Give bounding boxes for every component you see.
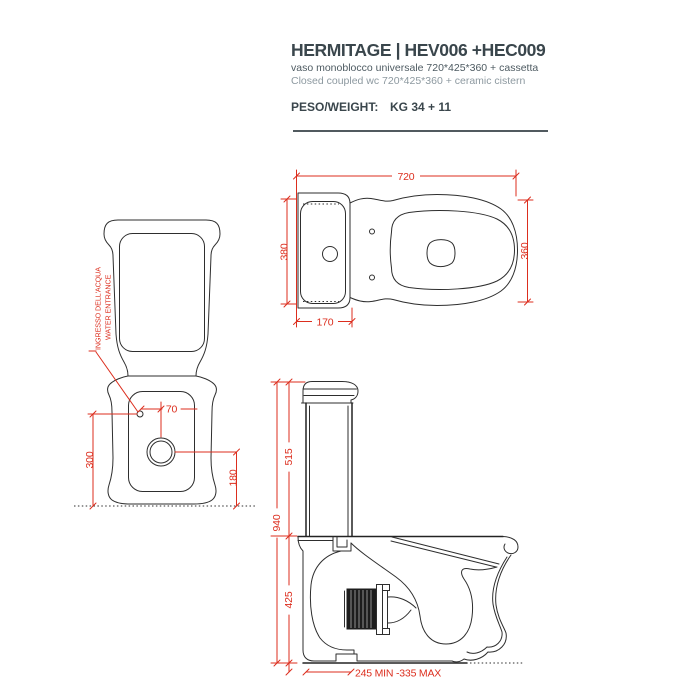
dim-label-720: 720 bbox=[397, 171, 415, 183]
dim-label-180: 180 bbox=[227, 469, 240, 487]
lid-side-outline bbox=[303, 382, 358, 404]
seat-hole-bottom bbox=[370, 275, 375, 280]
dim-label-515: 515 bbox=[283, 448, 295, 466]
dim-label-70: 70 bbox=[165, 403, 178, 416]
leader-water-entrance bbox=[96, 352, 138, 412]
tank-front-panel bbox=[120, 234, 205, 352]
trapway-upper bbox=[388, 597, 416, 608]
subtitle-italian: vaso monoblocco universale 720*425*360 + cassetta bbox=[291, 62, 539, 74]
dim-label-300: 300 bbox=[84, 451, 96, 469]
pedestal-front-outline bbox=[108, 376, 217, 504]
bowl-plan-outline bbox=[350, 195, 518, 306]
supply-hole-inner bbox=[150, 441, 172, 463]
front-shell-outer bbox=[452, 555, 511, 662]
dim-label-outlet-range: 245 MIN -335 MAX bbox=[355, 667, 442, 680]
dim-label-940: 940 bbox=[271, 514, 283, 532]
note-water-entrance-it: INGRESSO DELL'ACQUA bbox=[93, 267, 103, 350]
weight-value: KG 34 + 11 bbox=[390, 100, 452, 114]
seat-ring bbox=[390, 211, 514, 290]
dim-label-425: 425 bbox=[283, 591, 295, 609]
dim-label-360: 360 bbox=[519, 242, 531, 260]
subtitle-english: Closed coupled wc 720*425*360 + ceramic cistern bbox=[291, 75, 526, 87]
seat-hole-top bbox=[370, 229, 375, 234]
drain-opening bbox=[427, 240, 455, 267]
page-title: HERMITAGE | HEV006 +HEC009 bbox=[291, 40, 546, 60]
flush-inlet-channel bbox=[333, 537, 351, 551]
front-view bbox=[74, 220, 257, 509]
flush-button bbox=[323, 247, 338, 262]
rim-bead bbox=[503, 537, 518, 554]
trapway-lower bbox=[388, 610, 411, 623]
outlet-flange-plate bbox=[377, 585, 383, 635]
side-view bbox=[271, 379, 523, 680]
note-water-entrance-en: WATER ENTRANCE bbox=[103, 274, 113, 340]
cistern-plan-outline bbox=[298, 193, 350, 308]
supply-hole-outer bbox=[147, 438, 175, 466]
top-view bbox=[279, 170, 534, 329]
dim-label-170: 170 bbox=[316, 316, 334, 329]
weight-label: PESO/WEIGHT: bbox=[291, 100, 379, 114]
dim-label-380: 380 bbox=[278, 243, 291, 261]
tank-front-outline bbox=[104, 220, 220, 376]
